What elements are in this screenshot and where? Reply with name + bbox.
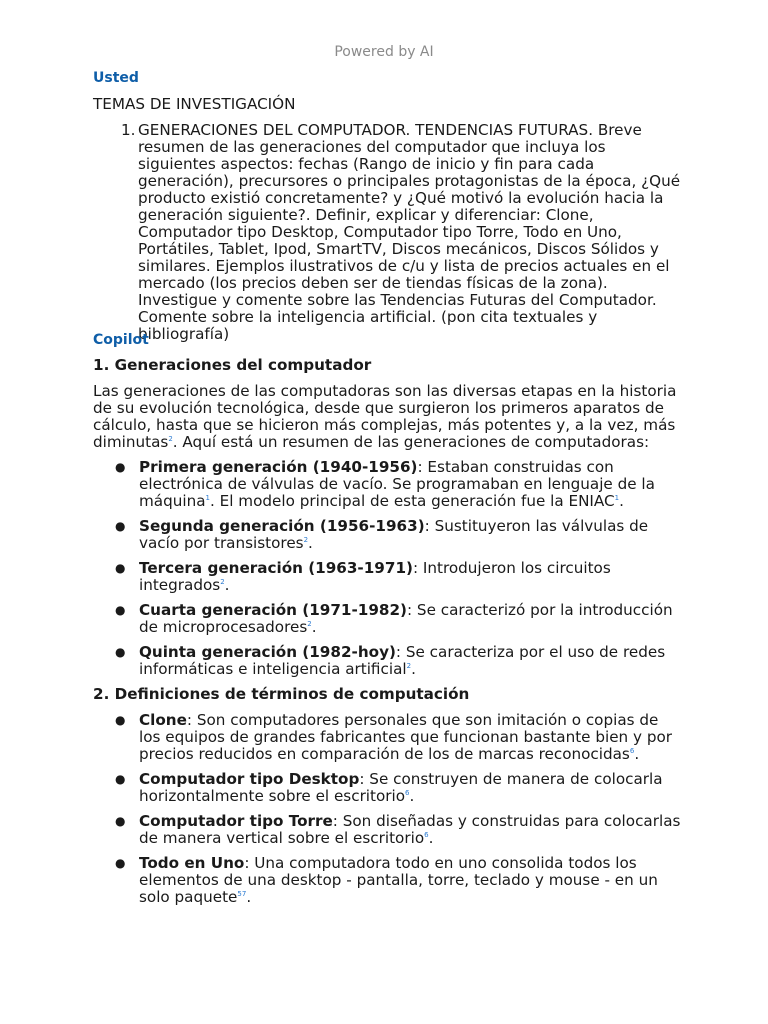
bullet-icon: ● xyxy=(115,772,126,786)
user-speaker-label: Usted xyxy=(93,70,139,86)
bullet-icon: ● xyxy=(115,519,126,533)
definition-tail: . xyxy=(619,492,624,510)
citation-link[interactable]: 6 xyxy=(629,746,635,755)
intro-text: Las generaciones de las computadoras son las diversas etapas en la historia de su evolución tecnológica, desde que surgieron los primeros aparatos de cálculo, hasta que se hicieron más complejas, más potentes y, a la vez, más diminutas xyxy=(93,382,677,451)
term: Primera generación (1940-1956) xyxy=(139,458,418,476)
citation-link[interactable]: 2 xyxy=(220,577,225,586)
definition: : Son diseñadas y construidas para colocarlas de manera vertical sobre el escritorio xyxy=(139,812,681,847)
copilot-speaker-label: Copilot xyxy=(93,332,149,348)
definition-tail: . xyxy=(411,660,416,678)
definition: : Introdujeron los circuitos integrados xyxy=(139,559,611,594)
definition-tail: . xyxy=(634,745,640,763)
definitions-list xyxy=(93,712,683,914)
term: Cuarta generación (1971-1982) xyxy=(139,601,407,619)
citation-link[interactable]: 6 xyxy=(405,788,410,797)
citation-link[interactable]: 2 xyxy=(406,661,412,670)
bullet-icon: ● xyxy=(115,713,126,727)
list-item xyxy=(93,122,683,343)
bullet-icon: ● xyxy=(115,561,126,575)
list-item xyxy=(93,712,683,763)
powered-by-label: Powered by AI xyxy=(334,44,434,60)
definition-tail: . xyxy=(308,534,313,552)
question-text: GENERACIONES DEL COMPUTADOR. TENDENCIAS FUTURAS. Breve resumen de las generaciones del computador que incluya los siguientes aspectos: fechas (Rango de inicio y fin para cada generación), precursores o principales protagonistas de la época, ¿Qué producto existió concretamente? y ¿Qué motivó la evolución hacia la generación siguiente?. Definir, explicar y diferenciar: Clone, Computador tipo Desktop, Computador tipo Torre, Todo en Uno, Portátiles, Tablet, Ipod, SmartTV, Discos mecánicos, Discos Sólidos y similares. Ejemplos ilustrativos de c/u y lista de precios actuales en el mercado (los precios deben ser de tiendas físicas de la zona). Investigue y comente sobre las Tendencias Futuras del Computador. Comente sobre la inteligencia artificial. (pon cita textuales y bibliografía) xyxy=(138,121,681,343)
citation-link[interactable]: 1 xyxy=(614,493,620,502)
list-item xyxy=(93,560,683,594)
section1-heading: 1. Generaciones del computador xyxy=(93,356,372,374)
citation-link[interactable]: 57 xyxy=(237,889,247,898)
citation-link[interactable]: 1 xyxy=(205,493,210,502)
definition: : Se construyen de manera de colocarla horizontalmente sobre el escritorio xyxy=(139,770,663,805)
citation-link[interactable]: 6 xyxy=(424,830,429,839)
list-number: 1. xyxy=(121,121,136,139)
list-item xyxy=(93,518,683,552)
list-item xyxy=(93,855,683,906)
section1-intro xyxy=(93,383,683,451)
term: Computador tipo Desktop xyxy=(139,770,360,788)
definition: : Son computadores personales que son imitación o copias de los equipos de grandes fabricantes que funcionan bastante bien y por precios reducidos en comparación de los de marcas reconocidas xyxy=(139,711,672,763)
definition-tail: . El modelo principal de esta generación fue la ENIAC xyxy=(210,492,615,510)
list-item xyxy=(93,771,683,805)
bullet-icon: ● xyxy=(115,856,126,870)
definition-tail: . xyxy=(311,618,317,636)
definition-tail: . xyxy=(224,576,230,594)
section2-heading: 2. Definiciones de términos de computación xyxy=(93,685,470,703)
term: Segunda generación (1956-1963) xyxy=(139,517,425,535)
citation-link[interactable]: 2 xyxy=(168,434,173,443)
definition: : Estaban construidas con electrónica de válvulas de vacío. Se programaban en lenguaje de la máquina xyxy=(139,458,655,510)
list-item xyxy=(93,813,683,847)
definition: : Sustituyeron las válvulas de vacío por transistores xyxy=(139,517,649,552)
term: Tercera generación (1963-1971) xyxy=(139,559,413,577)
bullet-icon: ● xyxy=(115,603,126,617)
definition-tail: . xyxy=(246,888,252,906)
term: Quinta generación (1982-hoy) xyxy=(139,643,396,661)
term: Todo en Uno xyxy=(139,854,245,872)
list-item xyxy=(93,459,683,510)
definition-tail: . xyxy=(409,787,415,805)
citation-link[interactable]: 2 xyxy=(307,619,312,628)
definition-tail: . xyxy=(428,829,434,847)
definition: : Se caracteriza por el uso de redes informáticas e inteligencia artificial xyxy=(139,643,666,678)
citation-link[interactable]: 2 xyxy=(303,535,309,544)
term: Clone xyxy=(139,711,187,729)
generations-list xyxy=(93,459,683,686)
intro-tail: . Aquí está un resumen de las generaciones de computadoras: xyxy=(172,433,650,451)
bullet-icon: ● xyxy=(115,814,126,828)
list-item xyxy=(93,644,683,678)
list-item xyxy=(93,602,683,636)
definition: : Una computadora todo en uno consolida todos los elementos de una desktop - pantalla, torre, teclado y mouse - en un solo paquete xyxy=(139,854,658,906)
bullet-icon: ● xyxy=(115,460,126,474)
definition: : Se caracterizó por la introducción de microprocesadores xyxy=(139,601,673,636)
term: Computador tipo Torre xyxy=(139,812,333,830)
user-title: TEMAS DE INVESTIGACIÓN xyxy=(93,95,296,113)
user-question xyxy=(93,122,683,343)
bullet-icon: ● xyxy=(115,645,126,659)
